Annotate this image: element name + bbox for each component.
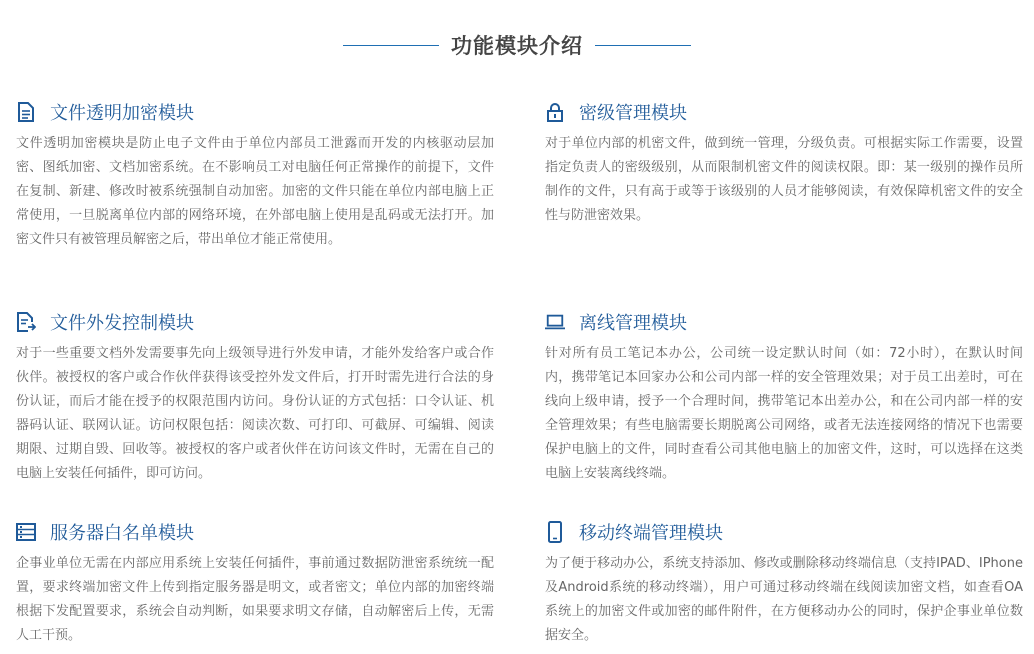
module-title: 离线管理模块 [579, 313, 687, 334]
module-title: 文件外发控制模块 [50, 313, 194, 334]
module-title: 移动终端管理模块 [579, 523, 723, 544]
lock-icon [545, 101, 565, 123]
document-send-icon [16, 311, 36, 333]
module-description: 针对所有员工笔记本办公，公司统一设定默认时间（如：72小时），在默认时间内，携带笔记本回家办公和公司内部一样的安全管理效果；对于员工出差时，可在线向上级申请，授予一个合理时间，携带笔记本出差办公，和在公司内部一样的安全管理效果；有些电脑需要长期脱离公司网络，或者无法连接网络的情况下也需要保护电脑上的文件，同时查看公司其他电脑上的加密文件，这时，可以选择在这类电脑上安装离线终端。 [545, 346, 1023, 481]
module-description: 企事业单位无需在内部应用系统上安装任何插件，事前通过数据防泄密系统统一配置，要求终端加密文件上传到指定服务器是明文，或者密文；单位内部的加密终端根据下发配置要求，系统会自动判断，如果要求明文存储，自动解密后上传，无需人工干预。 [16, 556, 494, 643]
module-description: 为了便于移动办公，系统支持添加、修改或删除移动终端信息（支持IPAD、IPhone及Android系统的移动终端），用户可通过移动终端在线阅读加密文档，如查看OA系统上的加密文件或加密的邮件附件，在方便移动办公的同时，保护企事业单位数据安全。 [545, 556, 1023, 643]
module-description: 对于单位内部的机密文件，做到统一管理，分级负责。可根据实际工作需要，设置指定负责人的密级级别，从而限制机密文件的阅读权限。即：某一级别的操作员所制作的文件，只有高于或等于该级别的人员才能够阅读，有效保障机密文件的安全性与防泄密效果。 [545, 136, 1023, 223]
module-description: 对于一些重要文档外发需要事先向上级领导进行外发申请，才能外发给客户或合作伙伴。被授权的客户或合作伙伴获得该受控外发文件后，打开时需先进行合法的身份认证，而后才能在授予的权限范围内访问。身份认证的方式包括：口令认证、机器码认证、联网认证。访问权限包括：阅读次数、可打印、可截屏、可编辑、阅读期限、过期自毁、回收等。被授权的客户或者伙伴在访问该文件时，无需在自己的电脑上安装任何插件，即可访问。 [16, 346, 494, 481]
server-icon [16, 521, 36, 543]
header-left-rule [343, 45, 439, 46]
laptop-icon [545, 311, 565, 333]
header-right-rule [595, 45, 691, 46]
module-security-level [545, 98, 1023, 228]
module-title: 文件透明加密模块 [50, 103, 194, 124]
section-title: 功能模块介绍 [451, 34, 583, 58]
module-offline-management [545, 308, 1023, 486]
mobile-icon [545, 521, 565, 543]
module-title: 服务器白名单模块 [50, 523, 194, 544]
module-description: 文件透明加密模块是防止电子文件由于单位内部员工泄露而开发的内核驱动层加密、图纸加密、文档加密系统。在不影响员工对电脑任何正常操作的前提下，文件在复制、新建、修改时被系统强制自动加密。加密的文件只能在单位内部电脑上正常使用，一旦脱离单位内部的网络环境，在外部电脑上使用是乱码或无法打开。加密文件只有被管理员解密之后，带出单位才能正常使用。 [16, 136, 494, 247]
document-icon [16, 101, 36, 123]
module-outbound-control [16, 308, 494, 486]
module-title: 密级管理模块 [579, 103, 687, 124]
module-mobile-terminal [545, 518, 1023, 648]
module-file-encryption [16, 98, 494, 252]
module-server-whitelist [16, 518, 494, 648]
section-header [0, 30, 1034, 60]
